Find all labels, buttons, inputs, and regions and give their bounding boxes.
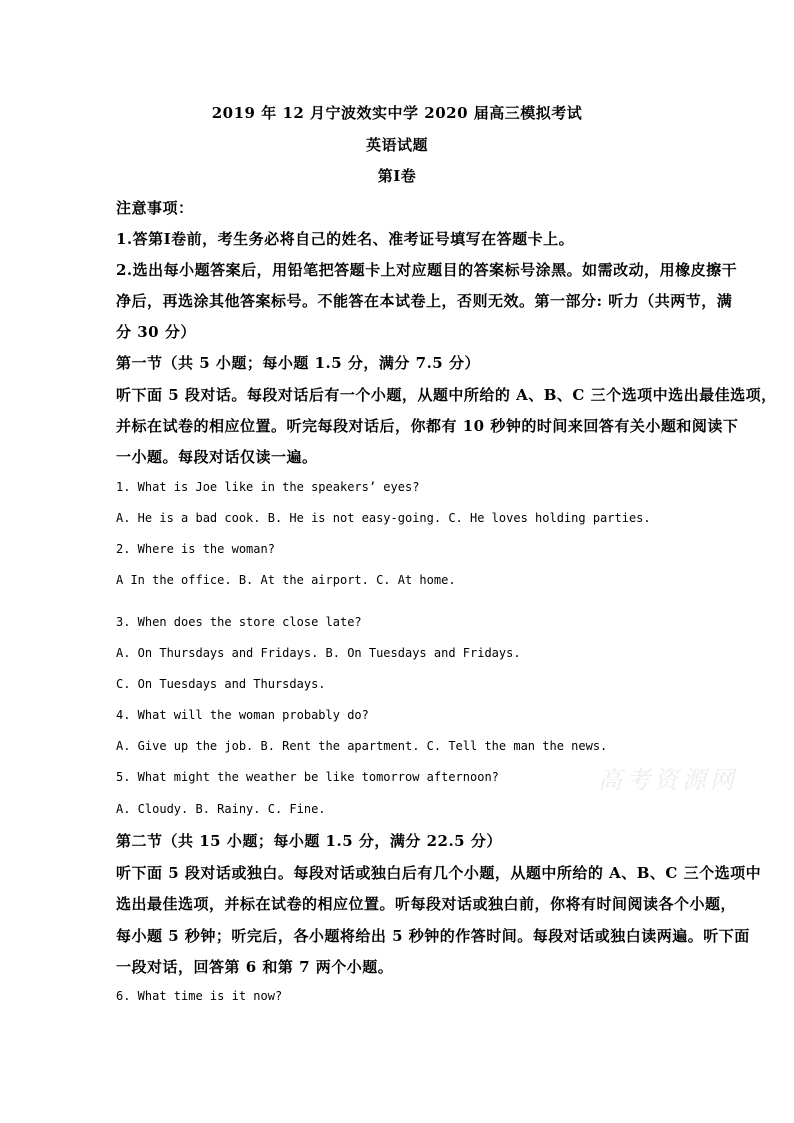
question-4-options: A. Give up the job. B. Rent the apartment. C. Tell the man the news. xyxy=(116,739,608,753)
exam-title: 2019 年 12 月宁波效实中学 2020 届高三模拟考试 xyxy=(211,104,583,122)
question-2: 2. Where is the woman? xyxy=(116,542,275,556)
subject-title: 英语试题 xyxy=(365,136,428,154)
question-2-options: A In the office. B. At the airport. C. At home. xyxy=(116,573,456,587)
note-item-1: 1.答第Ⅰ卷前，考生务必将自己的姓名、准考证号填写在答题卡上。 xyxy=(116,230,575,248)
question-5: 5. What might the weather be like tomorrow afternoon? xyxy=(116,770,499,784)
section-1-instruction-line-1: 听下面 5 段对话。每段对话后有一个小题，从题中所给的 A、B、C 三个选项中选出最佳选项， xyxy=(116,386,777,404)
section-2-instruction-line-4: 一段对话，回答第 6 和第 7 两个小题。 xyxy=(116,958,394,976)
part-title: 第Ⅰ卷 xyxy=(377,167,417,185)
section-2-heading: 第二节（共 15 小题；每小题 1.5 分，满分 22.5 分） xyxy=(116,832,502,850)
question-1: 1. What is Joe like in the speakers’ eyes? xyxy=(116,480,420,494)
question-1-options: A. He is a bad cook. B. He is not easy-going. C. He loves holding parties. xyxy=(116,511,651,525)
section-2-instruction-line-2: 选出最佳选项，并标在试卷的相应位置。听每段对话或独白前，你将有时间阅读各个小题， xyxy=(116,895,737,913)
section-1-instruction-line-3: 一小题。每段对话仅读一遍。 xyxy=(116,448,318,466)
question-4: 4. What will the woman probably do? xyxy=(116,708,369,722)
section-2-instruction-line-3: 每小题 5 秒钟；听完后，各小题将给出 5 秒钟的作答时间。每段对话或独白读两遍。听下面 xyxy=(116,927,750,945)
notes-heading: 注意事项： xyxy=(116,199,194,217)
question-3-options-line-2: C. On Tuesdays and Thursdays. xyxy=(116,677,326,691)
section-1-heading: 第一节（共 5 小题；每小题 1.5 分，满分 7.5 分） xyxy=(116,354,480,372)
watermark: 高考资源网 xyxy=(598,766,738,794)
note-item-2-line-2: 净后，再选涂其他答案标号。不能答在本试卷上，否则无效。第一部分: 听力（共两节，满 xyxy=(116,292,733,310)
section-2-instruction-line-1: 听下面 5 段对话或独白。每段对话或独白后有几个小题，从题中所给的 A、B、C 三个选项中 xyxy=(116,864,762,882)
question-6: 6. What time is it now? xyxy=(116,989,283,1003)
question-5-options: A. Cloudy. B. Rainy. C. Fine. xyxy=(116,802,326,816)
note-item-2-line-3: 分 30 分） xyxy=(116,323,196,341)
section-1-instruction-line-2: 并标在试卷的相应位置。听完每段对话后，你都有 10 秒钟的时间来回答有关小题和阅读下 xyxy=(116,417,739,435)
question-3-options-line-1: A. On Thursdays and Fridays. B. On Tuesdays and Fridays. xyxy=(116,646,521,660)
note-item-2-line-1: 2.选出每小题答案后，用铅笔把答题卡上对应题目的答案标号涂黑。如需改动，用橡皮擦干 xyxy=(116,261,738,279)
question-3: 3. When does the store close late? xyxy=(116,615,362,629)
